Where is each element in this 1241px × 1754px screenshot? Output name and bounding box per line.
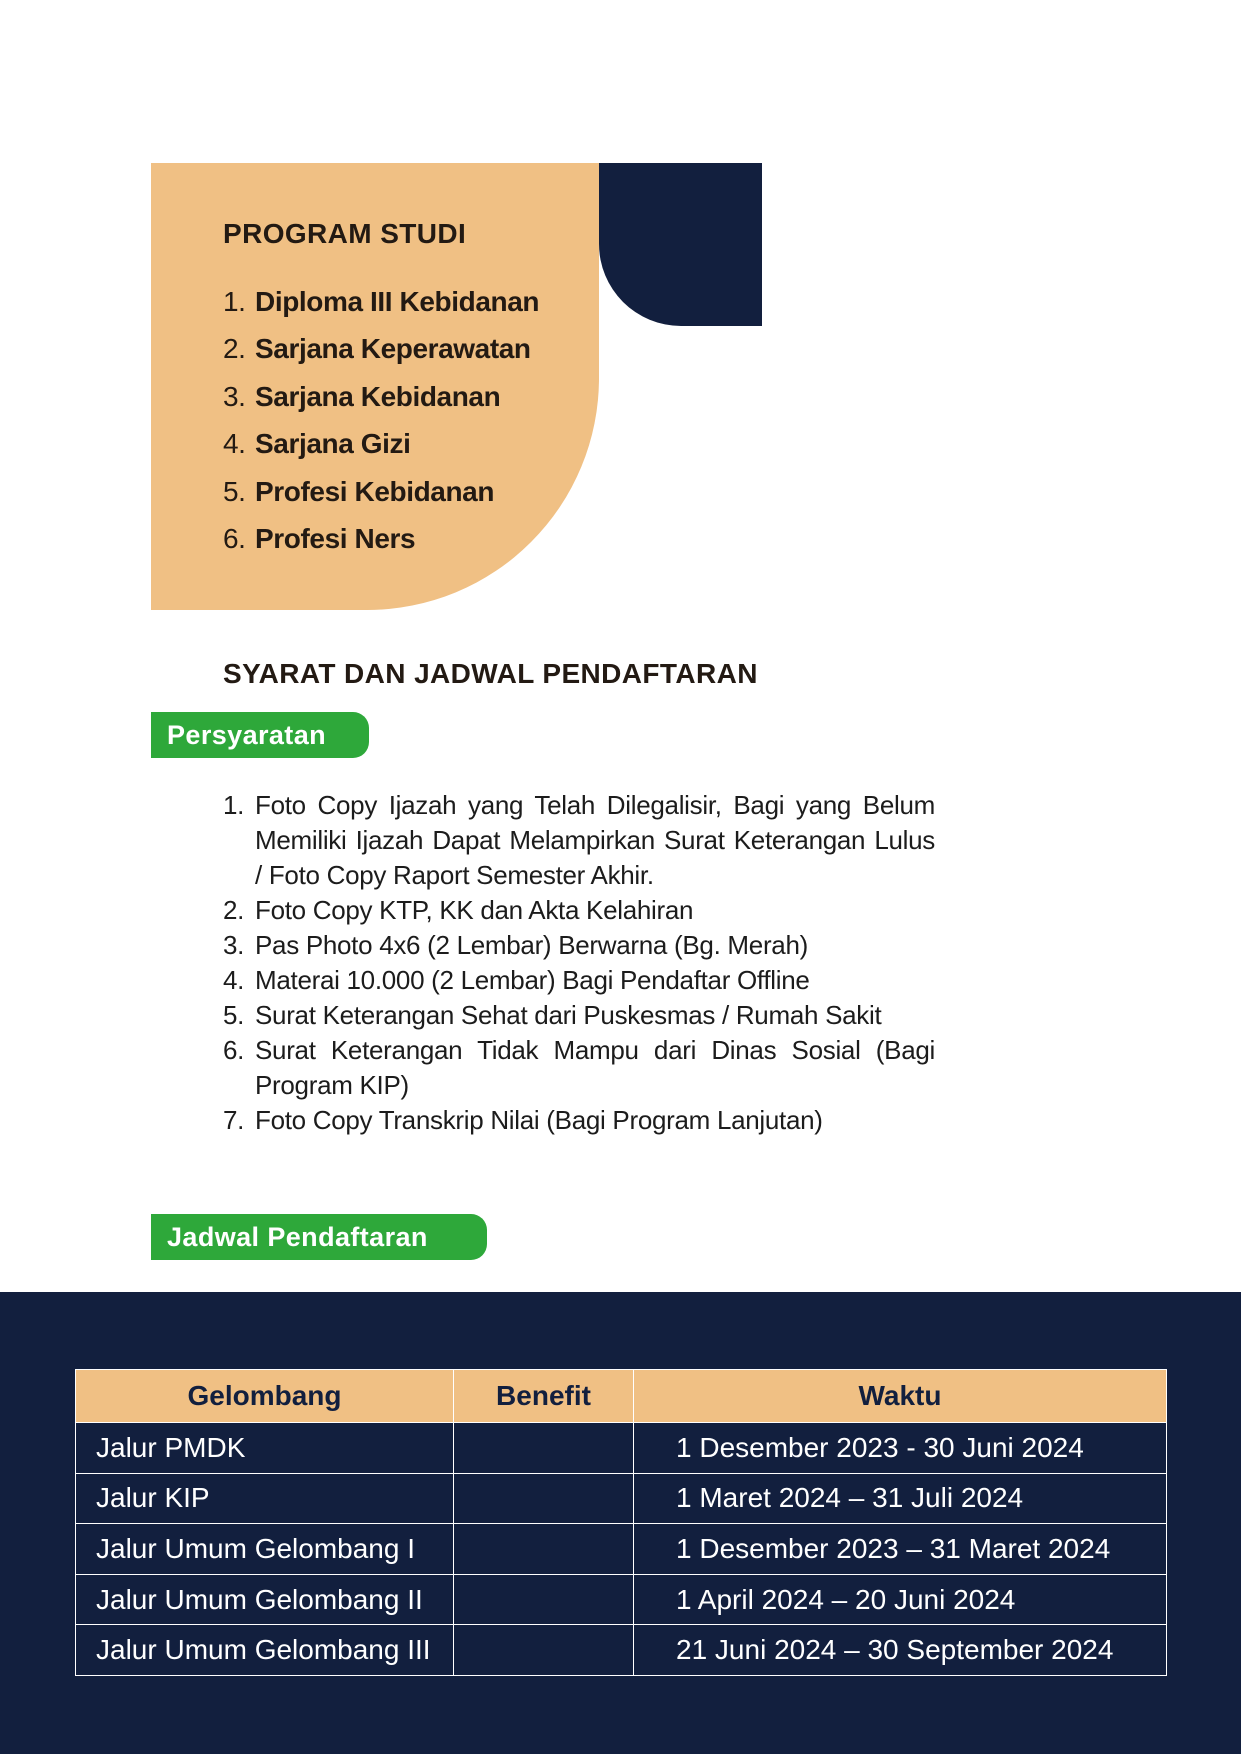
table-row (76, 1625, 1167, 1676)
waktu-cell: 1 Desember 2023 – 31 Maret 2024 (634, 1524, 1167, 1575)
gelombang-cell: Jalur Umum Gelombang III (76, 1625, 454, 1676)
program-name: Sarjana Kebidanan (255, 380, 501, 412)
list-item (223, 963, 935, 998)
list-item (223, 893, 935, 928)
list-item (223, 515, 539, 562)
decorative-navy-block (599, 163, 762, 326)
requirement-text: Surat Keterangan Sehat dari Puskesmas / Rumah Sakit (255, 1000, 882, 1030)
syarat-heading: SYARAT DAN JADWAL PENDAFTARAN (223, 658, 758, 689)
requirement-text: Foto Copy KTP, KK dan Akta Kelahiran (255, 895, 694, 925)
program-name: Profesi Ners (255, 522, 416, 554)
list-number: 1. (223, 790, 245, 820)
gelombang-cell: Jalur PMDK (76, 1423, 454, 1474)
waktu-cell: 1 Maret 2024 – 31 Juli 2024 (634, 1473, 1167, 1524)
table-row (76, 1473, 1167, 1524)
list-number: 5. (223, 1000, 245, 1030)
waktu-cell: 21 Juni 2024 – 30 September 2024 (634, 1625, 1167, 1676)
benefit-cell (454, 1625, 634, 1676)
program-studi-heading: PROGRAM STUDI (223, 218, 467, 249)
jadwal-tag: Jadwal Pendaftaran (151, 1214, 487, 1260)
program-name: Profesi Kebidanan (255, 475, 495, 507)
list-item (223, 998, 935, 1033)
list-number: 4. (223, 428, 246, 460)
requirement-text: Foto Copy Transkrip Nilai (Bagi Program Lanjutan) (255, 1105, 823, 1135)
list-number: 5. (223, 475, 246, 507)
list-number: 6. (223, 1035, 245, 1065)
list-number: 1. (223, 286, 246, 317)
column-header-gelombang: Gelombang (76, 1370, 454, 1423)
waktu-cell: 1 Desember 2023 - 30 Juni 2024 (634, 1423, 1167, 1474)
benefit-cell (454, 1423, 634, 1474)
list-number: 6. (223, 522, 246, 554)
list-number: 4. (223, 965, 245, 995)
list-item (223, 788, 935, 893)
gelombang-cell: Jalur KIP (76, 1473, 454, 1524)
table-row (76, 1574, 1167, 1625)
list-number: 2. (223, 895, 245, 925)
list-item (223, 373, 539, 420)
list-item (223, 325, 539, 372)
list-item (223, 1103, 935, 1138)
table-header-row (76, 1370, 1167, 1423)
list-item (223, 468, 539, 515)
program-studi-list (223, 278, 539, 562)
benefit-cell (454, 1473, 634, 1524)
list-number: 3. (223, 930, 245, 960)
program-name: Sarjana Gizi (255, 428, 411, 460)
benefit-cell (454, 1574, 634, 1625)
table-row (76, 1524, 1167, 1575)
column-header-waktu: Waktu (634, 1370, 1167, 1423)
list-item (223, 420, 539, 467)
waktu-cell: 1 April 2024 – 20 Juni 2024 (634, 1574, 1167, 1625)
persyaratan-list (223, 788, 935, 1138)
table-row (76, 1423, 1167, 1474)
requirement-text: Pas Photo 4x6 (2 Lembar) Berwarna (Bg. Merah) (255, 930, 808, 960)
schedule-table (75, 1369, 1167, 1676)
persyaratan-tag: Persyaratan (151, 712, 369, 758)
benefit-cell (454, 1524, 634, 1575)
program-name: Diploma III Kebidanan (255, 286, 540, 317)
list-number: 3. (223, 380, 246, 412)
column-header-benefit: Benefit (454, 1370, 634, 1423)
requirement-text: Materai 10.000 (2 Lembar) Bagi Pendaftar Offline (255, 965, 810, 995)
list-item (223, 278, 539, 325)
program-name: Sarjana Keperawatan (255, 333, 531, 365)
list-number: 2. (223, 333, 246, 365)
requirement-text: Foto Copy Ijazah yang Telah Dilegalisir, Bagi yang Belum Memiliki Ijazah Dapat Melampirkan Surat Keterangan Lulus / Foto Copy Raport Semester Akhir. (255, 790, 935, 890)
gelombang-cell: Jalur Umum Gelombang II (76, 1574, 454, 1625)
gelombang-cell: Jalur Umum Gelombang I (76, 1524, 454, 1575)
list-item (223, 1033, 935, 1103)
requirement-text: Surat Keterangan Tidak Mampu dari Dinas Sosial (Bagi Program KIP) (255, 1035, 935, 1100)
list-item (223, 928, 935, 963)
list-number: 7. (223, 1105, 245, 1135)
